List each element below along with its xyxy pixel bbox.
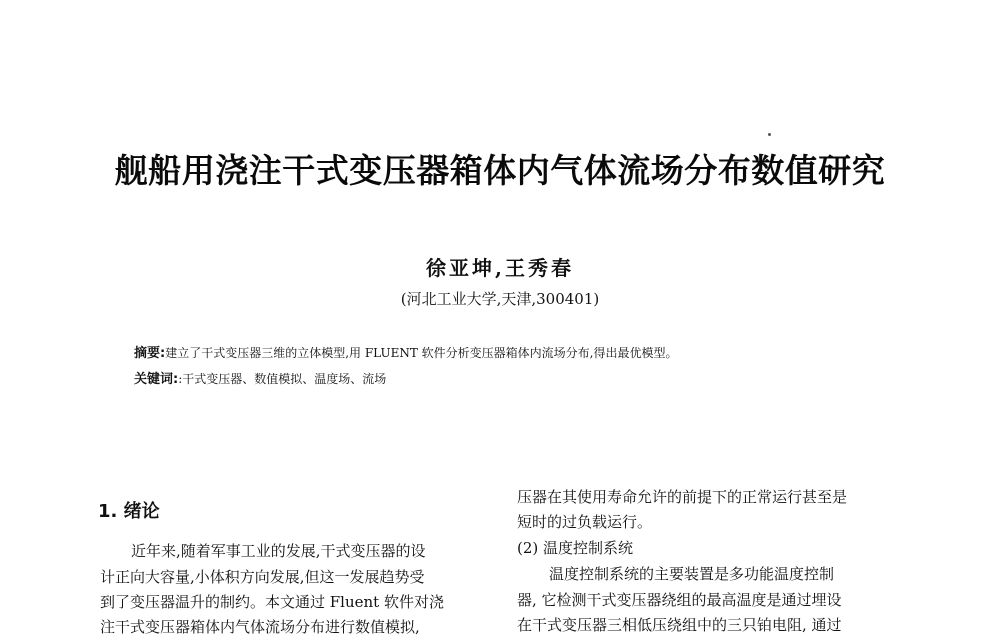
keywords: [134, 368, 894, 387]
body-line: 压器在其使用寿命允许的前提下的正常运行甚至是: [517, 488, 848, 506]
subsection-heading: (2) 温度控制系统: [517, 539, 634, 557]
paper-title: 舰船用浇注干式变压器箱体内气体流场分布数值研究: [114, 151, 886, 190]
affiliation: (河北工业大学,天津,300401): [400, 290, 600, 308]
keywords-label: 关键词: [134, 372, 174, 387]
abstract-separator: :: [160, 346, 166, 361]
section-heading-introduction: 1. 绪论: [98, 501, 160, 522]
scan-speck: [768, 133, 771, 136]
abstract-text: 建立了干式变压器三维的立体模型,用 FLUENT 软件分析变压器箱体内流场分布,得出最优模型。: [165, 346, 678, 360]
body-line: 短时的过负载运行。: [517, 513, 653, 531]
body-line: 近年来,随着军事工业的发展,干式变压器的设: [131, 542, 426, 560]
abstract-label: 摘要: [134, 346, 161, 361]
body-line: 在干式变压器三相低压绕组中的三只铂电阻, 通过: [517, 616, 842, 634]
keywords-separator: :: [173, 372, 179, 387]
abstract: [134, 342, 894, 361]
keywords-text: :干式变压器、数值模拟、温度场、流场: [178, 372, 387, 386]
body-line: 计正向大容量,小体积方向发展,但这一发展趋势受: [100, 568, 425, 586]
authors: 徐亚坤,王秀春: [426, 256, 574, 280]
body-line: 器, 它检测干式变压器绕组的最高温度是通过埋设: [517, 591, 842, 609]
body-line: 温度控制系统的主要装置是多功能温度控制: [549, 565, 835, 583]
body-line: 到了变压器温升的制约。本文通过 Fluent 软件对浇: [100, 593, 444, 611]
body-line: 注干式变压器箱体内气体流场分布进行数值模拟,: [100, 618, 420, 636]
